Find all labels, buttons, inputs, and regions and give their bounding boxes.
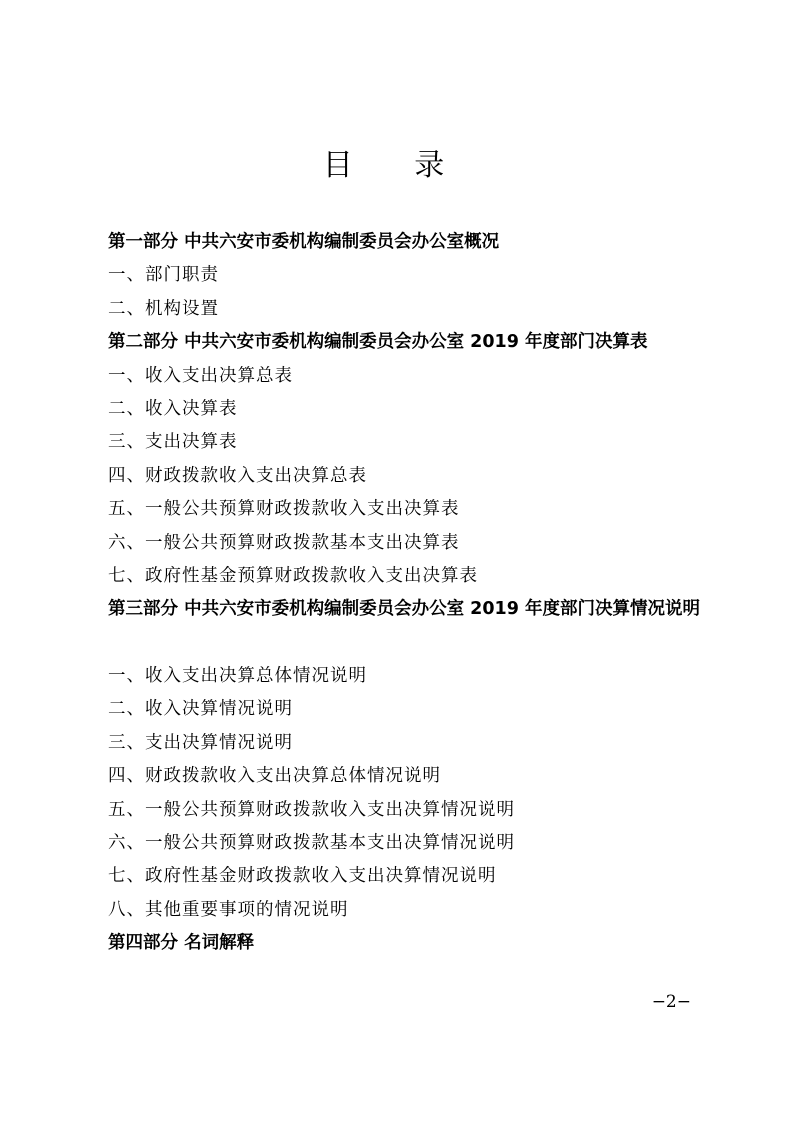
toc-item[interactable]: 三、支出决算表 — [108, 432, 238, 453]
toc-item[interactable]: 七、政府性基金预算财政拨款收入支出决算表 — [108, 565, 478, 586]
page-number: −2− — [651, 992, 691, 1012]
toc-item[interactable]: 八、其他重要事项的情况说明 — [108, 899, 349, 920]
toc-item[interactable]: 四、财政拨款收入支出决算总表 — [108, 465, 367, 486]
toc-item[interactable]: 一、部门职责 — [108, 265, 219, 286]
page-title: 目 录 — [322, 148, 471, 183]
toc-part-3[interactable]: 第三部分 中共六安市委机构编制委员会办公室 2019 年度部门决算情况说明 — [108, 599, 700, 620]
toc-item[interactable]: 一、收入支出决算总体情况说明 — [108, 666, 367, 687]
toc-part-1[interactable]: 第一部分 中共六安市委机构编制委员会办公室概况 — [108, 232, 500, 252]
table-of-contents — [108, 226, 708, 961]
toc-item[interactable]: 三、支出决算情况说明 — [108, 732, 293, 753]
toc-item[interactable]: 六、一般公共预算财政拨款基本支出决算情况说明 — [108, 833, 515, 854]
toc-item[interactable]: 七、政府性基金财政拨款收入支出决算情况说明 — [108, 866, 497, 887]
toc-part-2[interactable]: 第二部分 中共六安市委机构编制委员会办公室 2019 年度部门决算表 — [108, 332, 648, 353]
toc-item[interactable]: 四、财政拨款收入支出决算总体情况说明 — [108, 766, 441, 787]
toc-item[interactable]: 二、机构设置 — [108, 298, 219, 319]
toc-item[interactable]: 六、一般公共预算财政拨款基本支出决算表 — [108, 532, 460, 553]
toc-item[interactable]: 一、收入支出决算总表 — [108, 365, 293, 386]
toc-part-4[interactable]: 第四部分 名词解释 — [108, 933, 255, 954]
toc-item[interactable]: 二、收入决算表 — [108, 398, 238, 419]
toc-item[interactable]: 五、一般公共预算财政拨款收入支出决算表 — [108, 499, 460, 520]
toc-item[interactable]: 五、一般公共预算财政拨款收入支出决算情况说明 — [108, 799, 515, 820]
toc-item[interactable]: 二、收入决算情况说明 — [108, 699, 293, 720]
